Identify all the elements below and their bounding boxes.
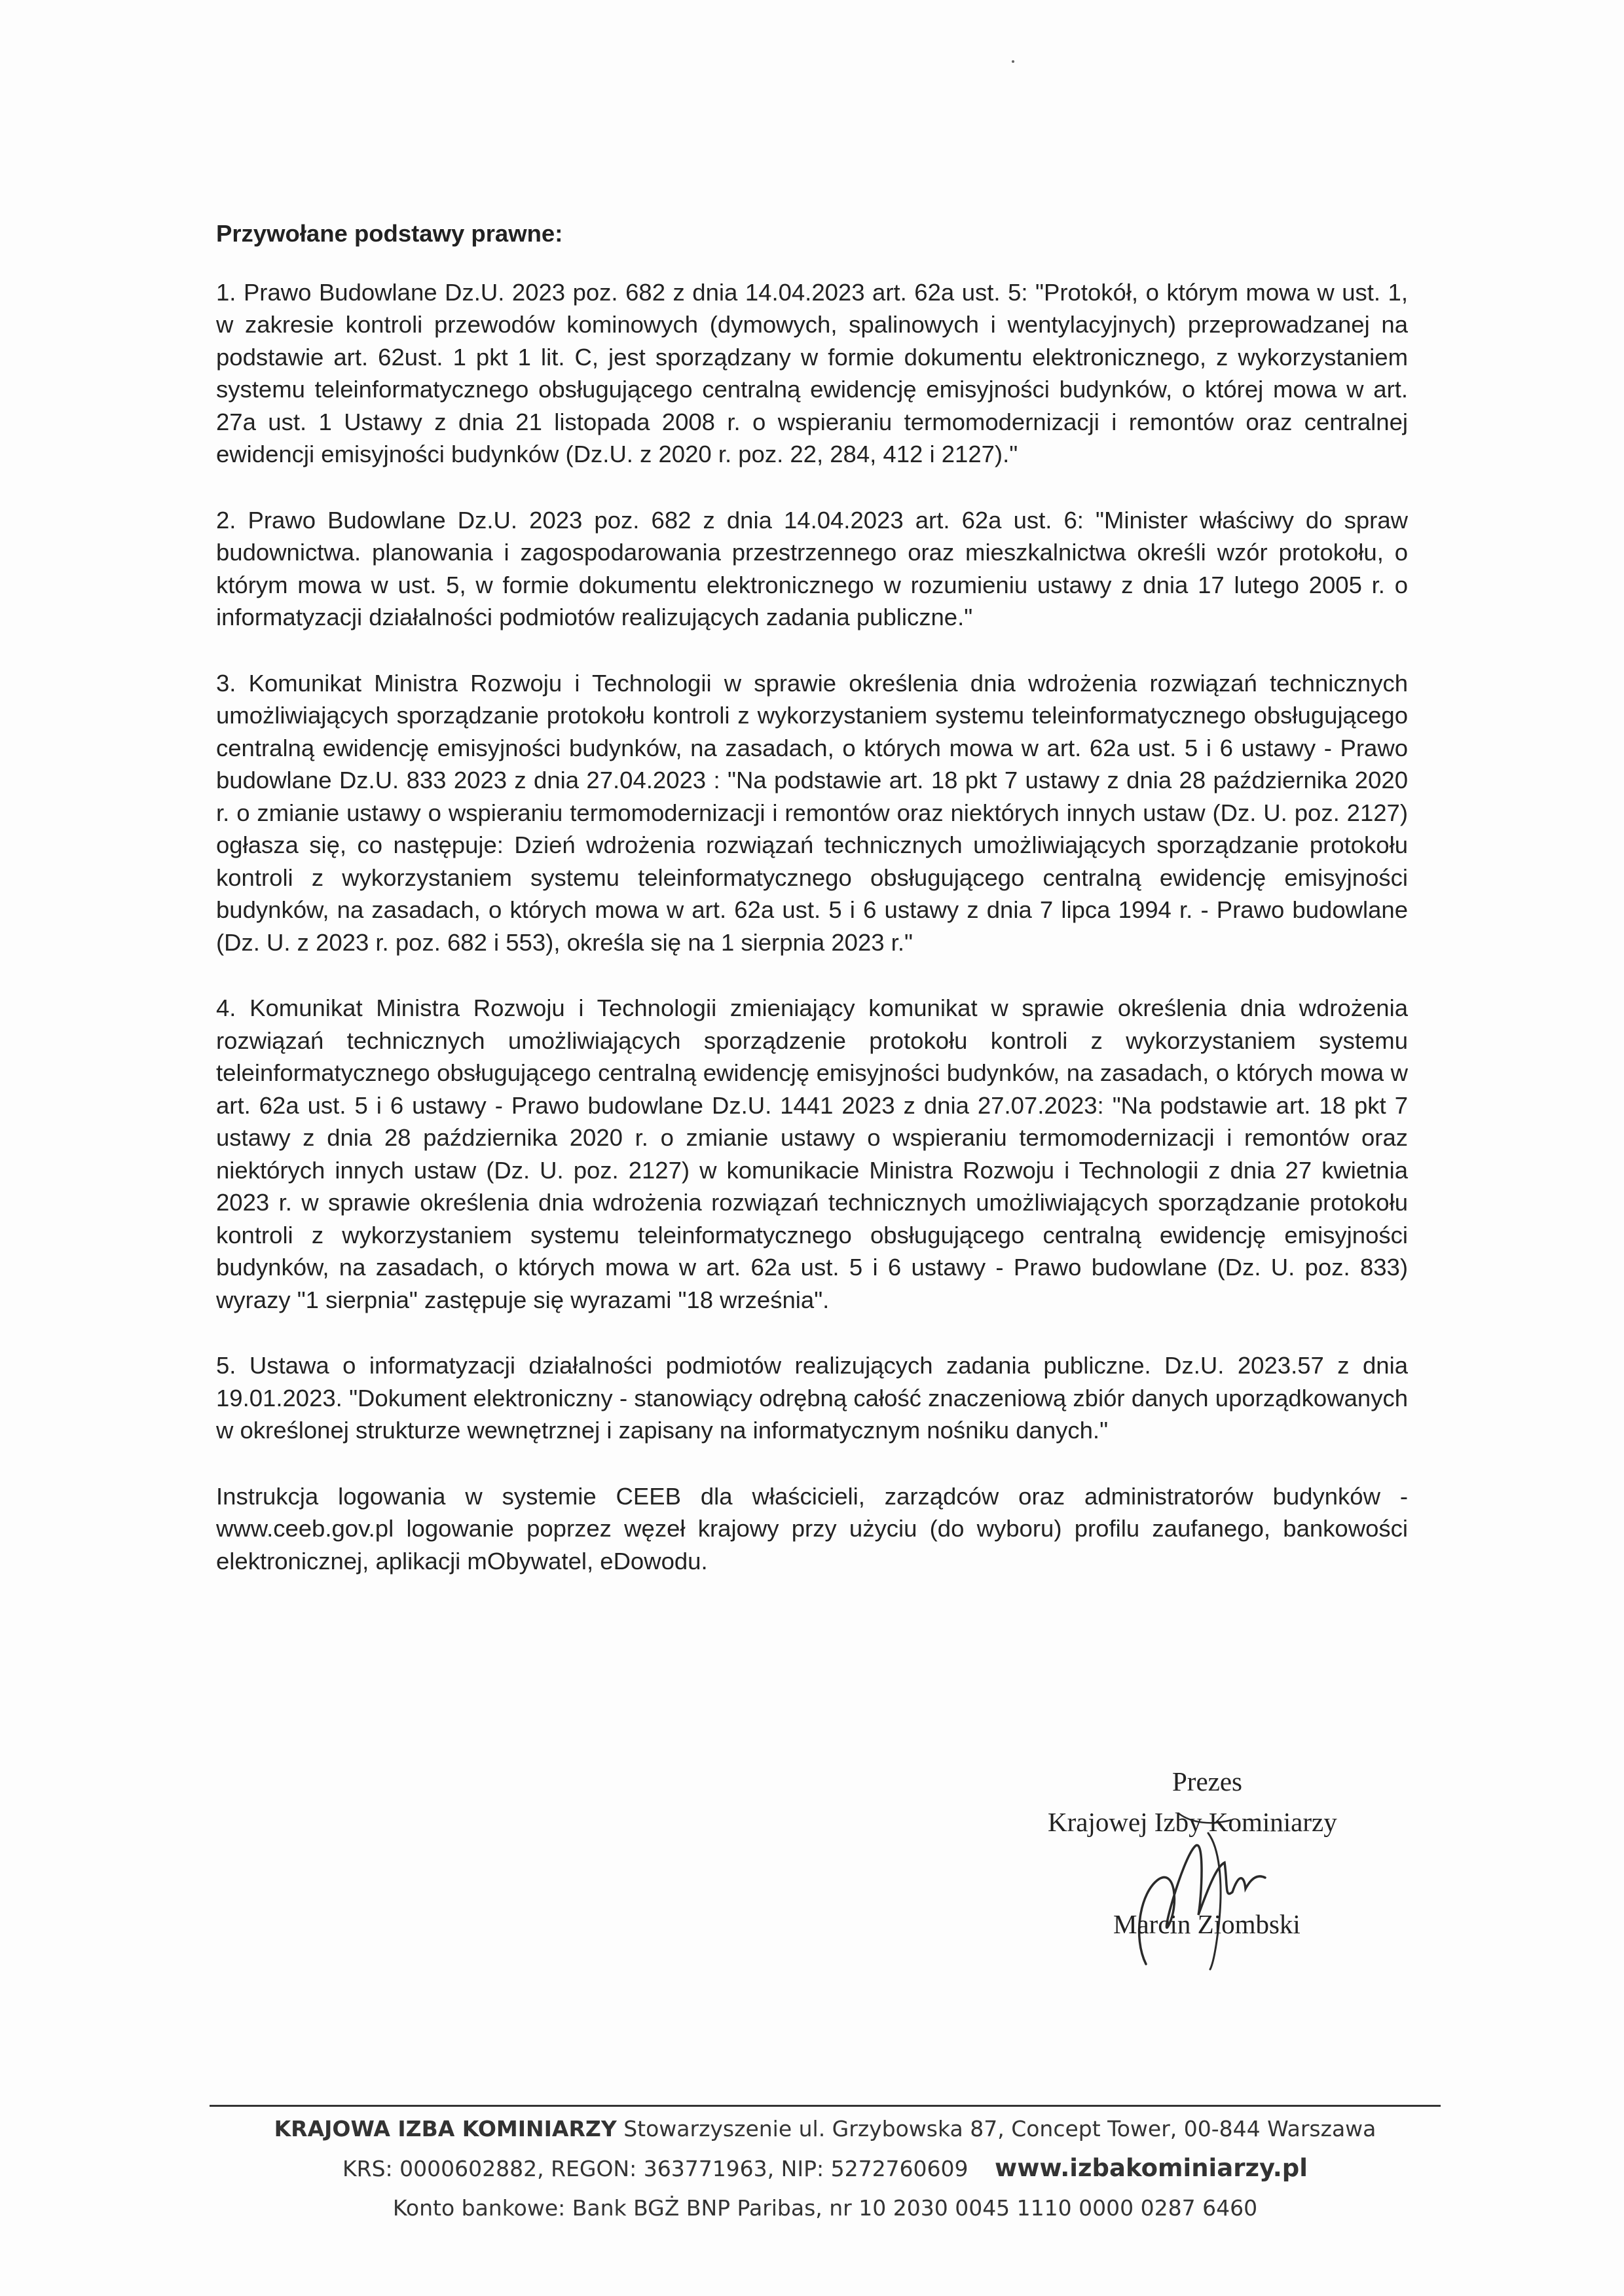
footer-org-name: KRAJOWA IZBA KOMINIARZY	[274, 2116, 617, 2141]
signatory-organization: Krajowej Izby Kominiarzy	[1048, 1807, 1337, 1837]
footer-line-address	[210, 2109, 1441, 2149]
paragraph-3: 3. Komunikat Ministra Rozwoju i Technologii w sprawie określenia dnia wdrożenia rozwiązań technicznych umożliwiających sporządzanie protokołu kontroli z wykorzystaniem systemu teleinformatycznego obsługującego centralną ewidencję emisyjności budynków, na zasadach, o których mowa w art. 62a ust. 5 i 6 ustawy - Prawo budowlane Dz.U. 833 2023 z dnia 27.04.2023 : "Na podstawie art. 18 pkt 7 ustawy z dnia 28 października 2020 r. o zmianie ustawy o wspieraniu termomodernizacji i remontów oraz niektórych innych ustaw (Dz. U. poz. 2127) ogłasza się, co następuje: Dzień wdrożenia rozwiązań technicznych umożliwiających sporządzanie protokołu kontroli z wykorzystaniem systemu teleinformatycznego obsługującego centralną ewidencję emisyjności budynków, na zasadach, o których mowa w art. 62a ust. 5 i 6 ustawy z dnia 7 lipca 1994 r. - Prawo budowlane (Dz. U. z 2023 r. poz. 682 i 553), określa się na 1 sierpnia 2023 r."	[216, 669, 1408, 956]
footer-address: Stowarzyszenie ul. Grzybowska 87, Concept Tower, 00-844 Warszawa	[623, 2116, 1376, 2141]
letterhead-footer	[210, 2109, 1441, 2228]
document-body	[216, 217, 1408, 1611]
signatory-name: Marcin Ziombski	[1113, 1909, 1301, 1939]
signatory-title: Prezes	[1172, 1766, 1243, 1796]
footer-divider	[210, 2105, 1441, 2107]
footer-registry: KRS: 0000602882, REGON: 363771963, NIP: 5272760609	[342, 2156, 969, 2181]
footer-line-registry	[210, 2149, 1441, 2189]
paragraph-1: 1. Prawo Budowlane Dz.U. 2023 poz. 682 z dnia 14.04.2023 art. 62a ust. 5: "Protokół, o którym mowa w ust. 1, w zakresie kontroli przewodów kominowych (dymowych, spalinowych i wentylacyjnych) przeprowadzanej na podstawie art. 62ust. 1 pkt 1 lit. C, jest sporządzany w formie dokumentu elektronicznego, z wykorzystaniem systemu teleinformatycznego obsługującego centralną ewidencję emisyjności budynków, o której mowa w art. 27a ust. 1 Ustawy z dnia 21 listopada 2008 r. o wspieraniu termomodernizacji i remontów oraz centralnej ewidencji emisyjności budynków (Dz.U. z 2020 r. poz. 22, 284, 412 i 2127)."	[216, 278, 1408, 467]
login-instructions: Instrukcja logowania w systemie CEEB dla właścicieli, zarządców oraz administratorów budynków - www.ceeb.gov.pl logowanie poprzez węzeł krajowy przy użyciu (do wyboru) profilu zaufanego, bankowości elektronicznej, aplikacji mObywatel, eDowodu.	[216, 1482, 1408, 1575]
footer-website-link[interactable]: www.izbakominiarzy.pl	[995, 2154, 1308, 2182]
section-heading: Przywołane podstawy prawne:	[216, 220, 563, 247]
paragraph-5: 5. Ustawa o informatyzacji działalności podmiotów realizujących zadania publiczne. Dz.U. 2023.57 z dnia 19.01.2023. "Dokument elektroniczny - stanowiący odrębną całość znaczeniową zbiór danych uporządkowanych w określonej strukturze wewnętrznej i zapisany na informatycznym nośniku danych."	[216, 1352, 1408, 1444]
paragraph-4: 4. Komunikat Ministra Rozwoju i Technologii zmieniający komunikat w sprawie określenia dnia wdrożenia rozwiązań technicznych umożliwiających sporządzenie protokołu kontroli z wykorzystaniem systemu teleinformatycznego obsługującego centralną ewidencję emisyjności budynków, na zasadach, o których mowa w art. 62a ust. 5 i 6 ustawy - Prawo budowlane Dz.U. 1441 2023 z dnia 27.07.2023: "Na podstawie art. 18 pkt 7 ustawy z dnia 28 października 2020 r. o zmianie ustawy o wspieraniu termomodernizacji i remontów oraz niektórych innych ustaw (Dz. U. poz. 2127) w komunikacie Ministra Rozwoju i Technologii z dnia 27 kwietnia 2023 r. w sprawie określenia dnia wdrożenia rozwiązań technicznych umożliwiających sporządzanie protokołu kontroli z wykorzystaniem systemu teleinformatycznego obsługującego centralną ewidencję emisyjności budynków, na zasadach, o których mowa w art. 62a ust. 5 i 6 ustawy - Prawo budowlane (Dz. U. poz. 833) wyrazy "1 sierpnia" zastępuje się wyrazami "18 września".	[216, 994, 1408, 1313]
paragraph-2: 2. Prawo Budowlane Dz.U. 2023 poz. 682 z dnia 14.04.2023 art. 62a ust. 6: "Minister właściwy do spraw budownictwa. planowania i zagospodarowania przestrzennego oraz mieszkalnictwa określi wzór protokołu, o którym mowa w ust. 5, w formie dokumentu elektronicznego w rozumieniu ustawy z dnia 17 lutego 2005 r. o informatyzacji działalności podmiotów realizujących zadania publiczne."	[216, 506, 1408, 630]
scan-speck	[1012, 60, 1014, 63]
footer-bank-account: Konto bankowe: Bank BGŻ BNP Paribas, nr 10 2030 0045 1110 0000 0287 6460	[392, 2195, 1258, 2221]
